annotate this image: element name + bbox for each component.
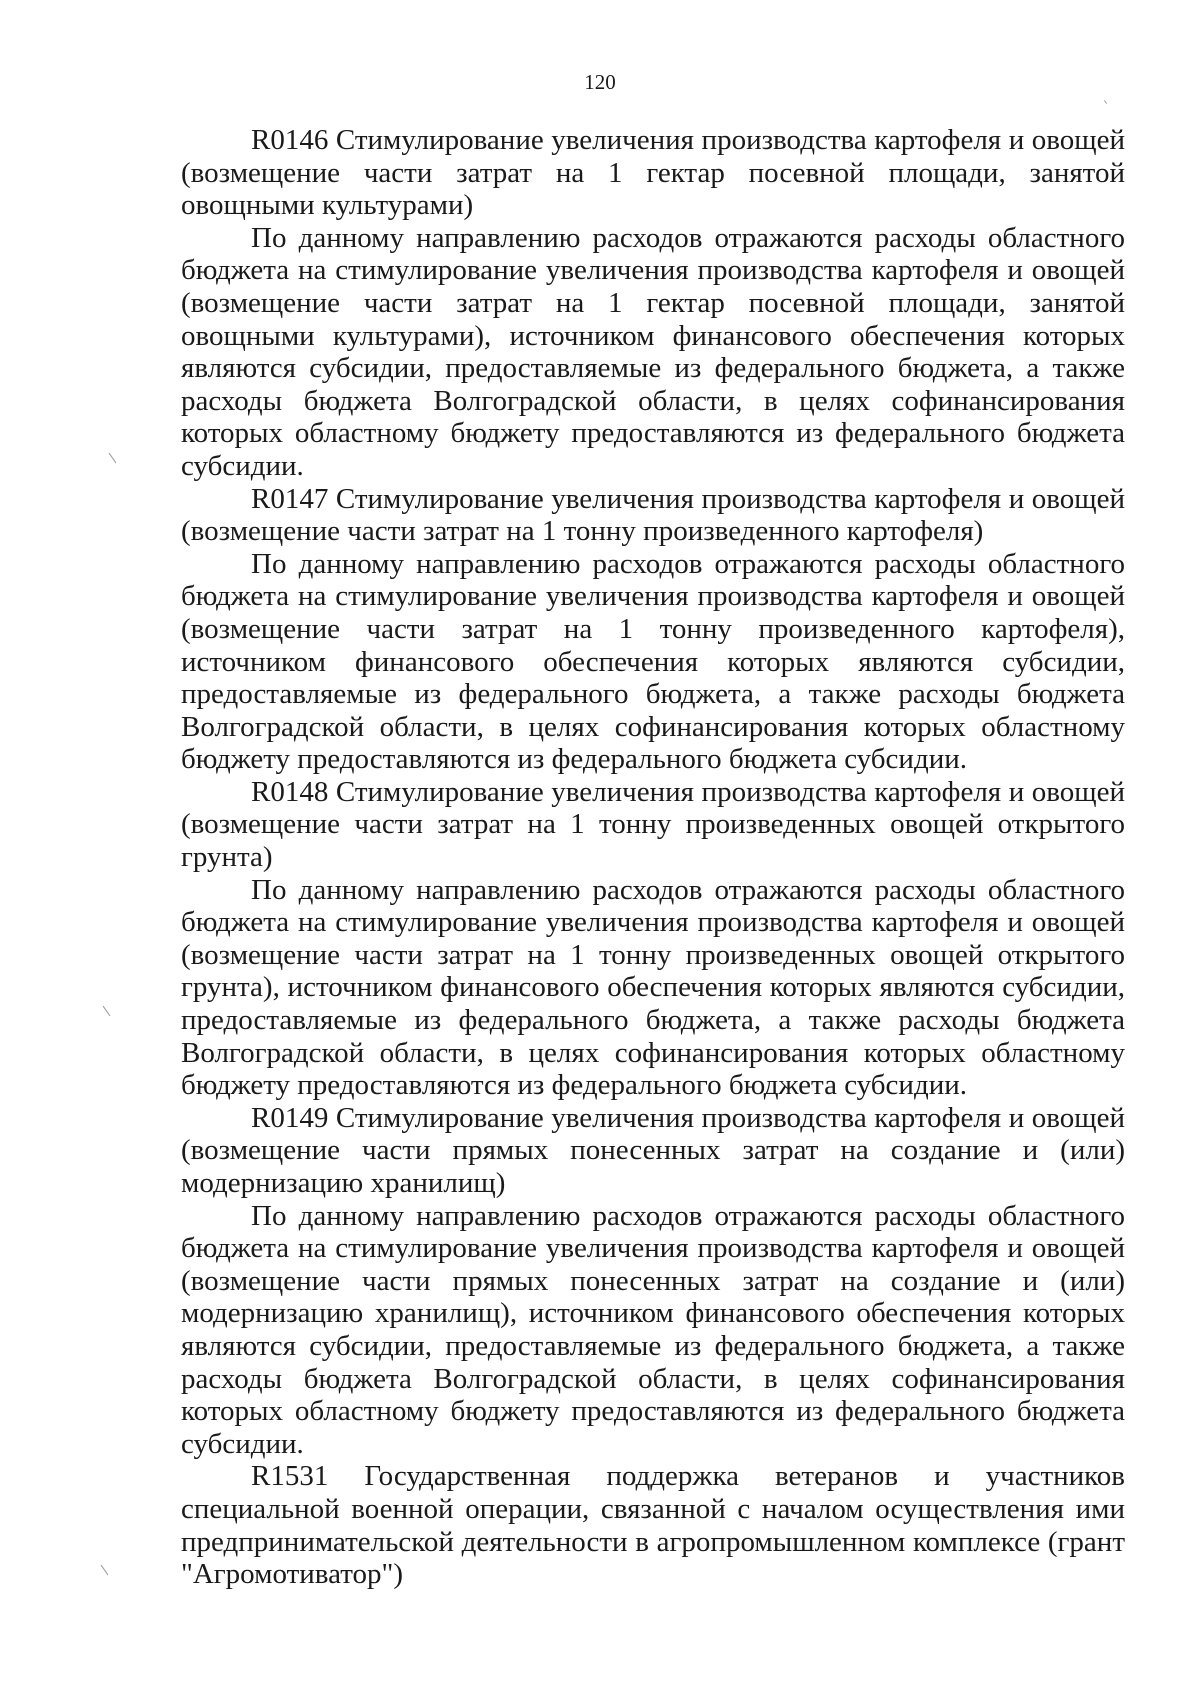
scan-mark [109,453,117,463]
paragraph-r0149-body: По данному направлению расходов отражаются расходы областного бюджета на стимулирование увеличения производства картофеля и овощей (возмещение части прямых понесенных затрат на создание и (или) модернизацию хранилищ), источником финансового обеспечения которых являются субсидии, предоставляемые из федерального бюджета, а также расходы бюджета Волгоградской области, в целях софинансирования которых областному бюджету предоставляются из федерального бюджета субсидии. [181,1199,1125,1460]
scan-mark [1104,100,1107,104]
scan-mark [101,1565,109,1575]
paragraph-r0146-body: По данному направлению расходов отражаются расходы областного бюджета на стимулирование увеличения производства картофеля и овощей (возмещение части затрат на 1 гектар посевной площади, занятой овощными культурами), источником финансового обеспечения которых являются субсидии, предоставляемые из федерального бюджета, а также расходы бюджета Волгоградской области, в целях софинансирования которых областному бюджету предоставляются из федерального бюджета субсидии. [181,221,1125,482]
paragraph-r0147-body: По данному направлению расходов отражаются расходы областного бюджета на стимулирование увеличения производства картофеля и овощей (возмещение части затрат на 1 тонну произведенного картофеля), источником финансового обеспечения которых являются субсидии, предоставляемые из федерального бюджета, а также расходы бюджета Волгоградской области, в целях софинансирования которых областному бюджету предоставляются из федерального бюджета субсидии. [181,547,1125,776]
paragraph-r0149-heading: R0149 Стимулирование увеличения производства картофеля и овощей (возмещение части прямых понесенных затрат на создание и (или) модернизацию хранилищ) [181,1101,1125,1199]
paragraph-r1531-heading: R1531 Государственная поддержка ветеранов и участников специальной военной операции, связанной с началом осуществления ими предпринимательской деятельности в агропромышленном комплексе (грант "Агромотиватор") [181,1460,1125,1591]
paragraph-r0148-body: По данному направлению расходов отражаются расходы областного бюджета на стимулирование увеличения производства картофеля и овощей (возмещение части затрат на 1 тонну произведенных овощей открытого грунта), источником финансового обеспечения которых являются субсидии, предоставляемые из федерального бюджета, а также расходы бюджета Волгоградской области, в целях софинансирования которых областному бюджету предоставляются из федерального бюджета субсидии. [181,873,1125,1102]
scan-mark [103,1006,111,1016]
paragraph-r0147-heading: R0147 Стимулирование увеличения производства картофеля и овощей (возмещение части затрат на 1 тонну произведенного картофеля) [181,482,1125,548]
page-number: 120 [584,70,616,94]
paragraph-r0148-heading: R0148 Стимулирование увеличения производства картофеля и овощей (возмещение части затрат на 1 тонну произведенных овощей открытого грунта) [181,775,1125,874]
document-body [181,124,1125,1591]
paragraph-r0146-heading: R0146 Стимулирование увеличения производства картофеля и овощей (возмещение части затрат на 1 гектар посевной площади, занятой овощными культурами) [181,124,1125,222]
